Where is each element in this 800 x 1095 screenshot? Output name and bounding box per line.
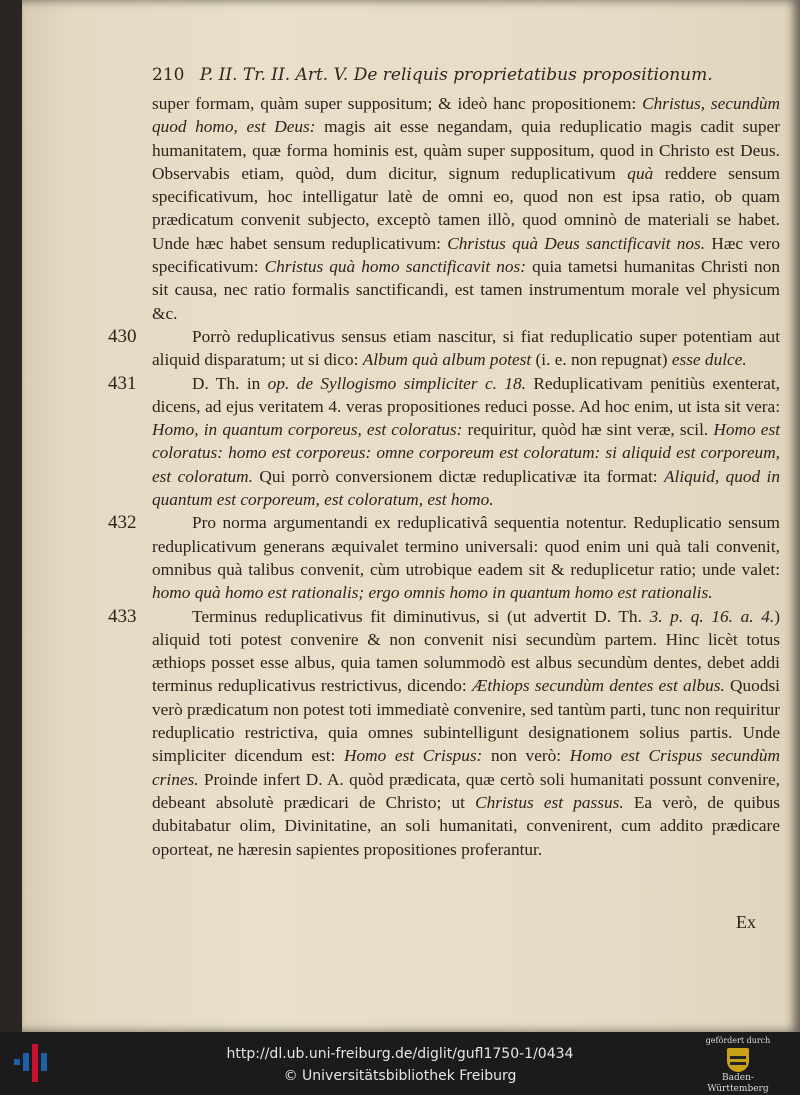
italic-text: Homo est Crispus:: [344, 746, 483, 766]
italic-text: 3. p. q. 16. a. 4.: [649, 606, 775, 626]
running-title: P. II. Tr. II. Art. V. De reliquis proprietatibus propositionum.: [199, 65, 713, 85]
text-run: Hæc vero specificativum:: [152, 233, 780, 277]
italic-text: Æthiops secundùm dentes est albus.: [471, 676, 725, 696]
italic-text: homo quà homo est rationalis; ergo omnis homo in quantum homo est rationalis.: [152, 583, 713, 603]
text-run: Pro norma argumentandi ex reduplicativâ sequentia notentur. Reduplicatio sensum reduplicativum generans æquivalet termino universali: quod enim uni quà tali convenit, omnibus quà talibus convenit, cùm utrobique eadem sit & reduplicetur ratio; unde valet:: [152, 513, 780, 579]
body-text: [108, 92, 781, 861]
copyright-notice: © Universitätsbibliothek Freiburg: [283, 1068, 517, 1084]
text-run: Ea verò, de quibus dubitabatur olim, Divinitatine, an soli humanitati, convenirent, cum addito prædicare oporteat, ne hæresin sapientes propositiones proferantur.: [152, 792, 781, 859]
italic-text: Christus est passus.: [475, 792, 624, 812]
text-run: requiritur, quòd hæ sint veræ, scil.: [462, 420, 714, 440]
paragraph: [108, 325, 780, 372]
italic-text: Christus, secundùm quod homo, est Deus:: [152, 94, 780, 137]
catchword: Ex: [736, 912, 756, 932]
text-run: Proinde infert D. A. quòd prædicata, quæ certò soli humanitati possunt convenire, debeant absolutè prædicari de Christo; ut: [152, 769, 780, 812]
text-run: magis ait esse negandam, quia reduplicatio magis cadit super humanitatem, quæ forma hominis est, quàm super suppositum, quod in Christo est Deus. Observabis etiam, quòd, dum dicitur, signum reduplicativum: [152, 117, 780, 183]
funder-name: Baden-Württemberg: [707, 1073, 769, 1094]
text-run: super formam, quàm super suppositum; & ideò hanc propositionem:: [152, 94, 643, 113]
text-run: ) aliquid toti potest convenire & non convenit nisi secundùm partem. Hinc licèt totus æthiops posset esse albus, quia tamen solummodò est albus secundùm dentes, debet addi terminus reduplicativus restrictivus, dicendo:: [152, 606, 780, 696]
paragraph: [152, 92, 780, 325]
italic-text: Homo est Crispus secundùm crines.: [152, 746, 781, 789]
italic-text: Christus quà Deus sanctificavit nos.: [447, 233, 706, 253]
italic-text: esse dulce.: [671, 350, 747, 370]
text-run: Porrò reduplicativus sensus etiam nascitur, si fiat reduplicatio super potentiam aut aliquid disparatum; ut si dico:: [152, 326, 780, 370]
italic-text: Album quà album potest: [362, 350, 532, 370]
italic-text: op. de Syllogismo simpliciter c. 18.: [267, 373, 526, 393]
margin-paragraph-number: 431: [108, 372, 137, 394]
margin-paragraph-number: 433: [108, 605, 137, 627]
permalink-url[interactable]: http://dl.ub.uni-freiburg.de/diglit/gufl1750-1/0434: [226, 1046, 574, 1062]
paragraph: [108, 511, 780, 604]
text-run: Terminus reduplicativus fit diminutivus, si (ut advertit D. Th.: [192, 606, 650, 626]
italic-text: Homo, in quantum corporeus, est coloratus:: [152, 420, 463, 440]
text-run: non verò:: [482, 746, 570, 766]
italic-text: Christus quà homo sanctificavit nos:: [264, 257, 527, 277]
running-header: [152, 60, 772, 90]
margin-paragraph-number: 430: [108, 325, 137, 347]
text-run: quia tametsi humanitas Christi non sit causa, nec ratio formalis sanctificandi, est tamen instrumentum morale vel physicum &c.: [152, 257, 781, 323]
text-run: Qui porrò conversionem dictæ reduplicativæ ita format:: [252, 466, 664, 486]
text-run: D. Th. in: [192, 373, 268, 393]
italic-text: Homo est coloratus: homo est corporeus: omne corporeum est coloratum: si aliquid est corporeum, est coloratum.: [152, 420, 781, 486]
paragraph: [108, 372, 781, 512]
funder-caption: gefördert durch: [705, 1036, 771, 1045]
italic-text: Aliquid, quod in quantum est corporeum, est coloratum, est homo.: [152, 466, 780, 510]
page-number: 210: [152, 65, 185, 85]
text-run: Reduplicativam penitiùs exenterat, dicens, ad ejus veritatem 4. veras propositiones reduci posse. Ad hoc enim, ut ista sit vera:: [152, 373, 780, 416]
funder-logo: [692, 1036, 784, 1092]
coat-of-arms-icon: [727, 1048, 749, 1072]
viewer-footer: [0, 1032, 800, 1094]
text-run: reddere sensum specificativum, hoc intelligatur latè de omni eo, quod non est ipsa ratio, ob quam prædicatum convenit subjecto, exceptò tamen illò, quod omninò de materiali se habet. Unde hæc habet sensum reduplicativum:: [152, 163, 781, 253]
italic-text: quà: [627, 163, 654, 183]
text-run: Quodsi verò prædicatum non potest toti immediatè convenire, sed tantùm parti, tunc non requiritur reduplicatio restrictiva, quia omnes subintelligunt designationem solius partis. Unde simpliciter dicendum est:: [152, 676, 780, 766]
text-run: (i. e. non repugnat): [531, 350, 672, 370]
paragraph: [108, 605, 781, 861]
margin-paragraph-number: 432: [108, 512, 137, 534]
